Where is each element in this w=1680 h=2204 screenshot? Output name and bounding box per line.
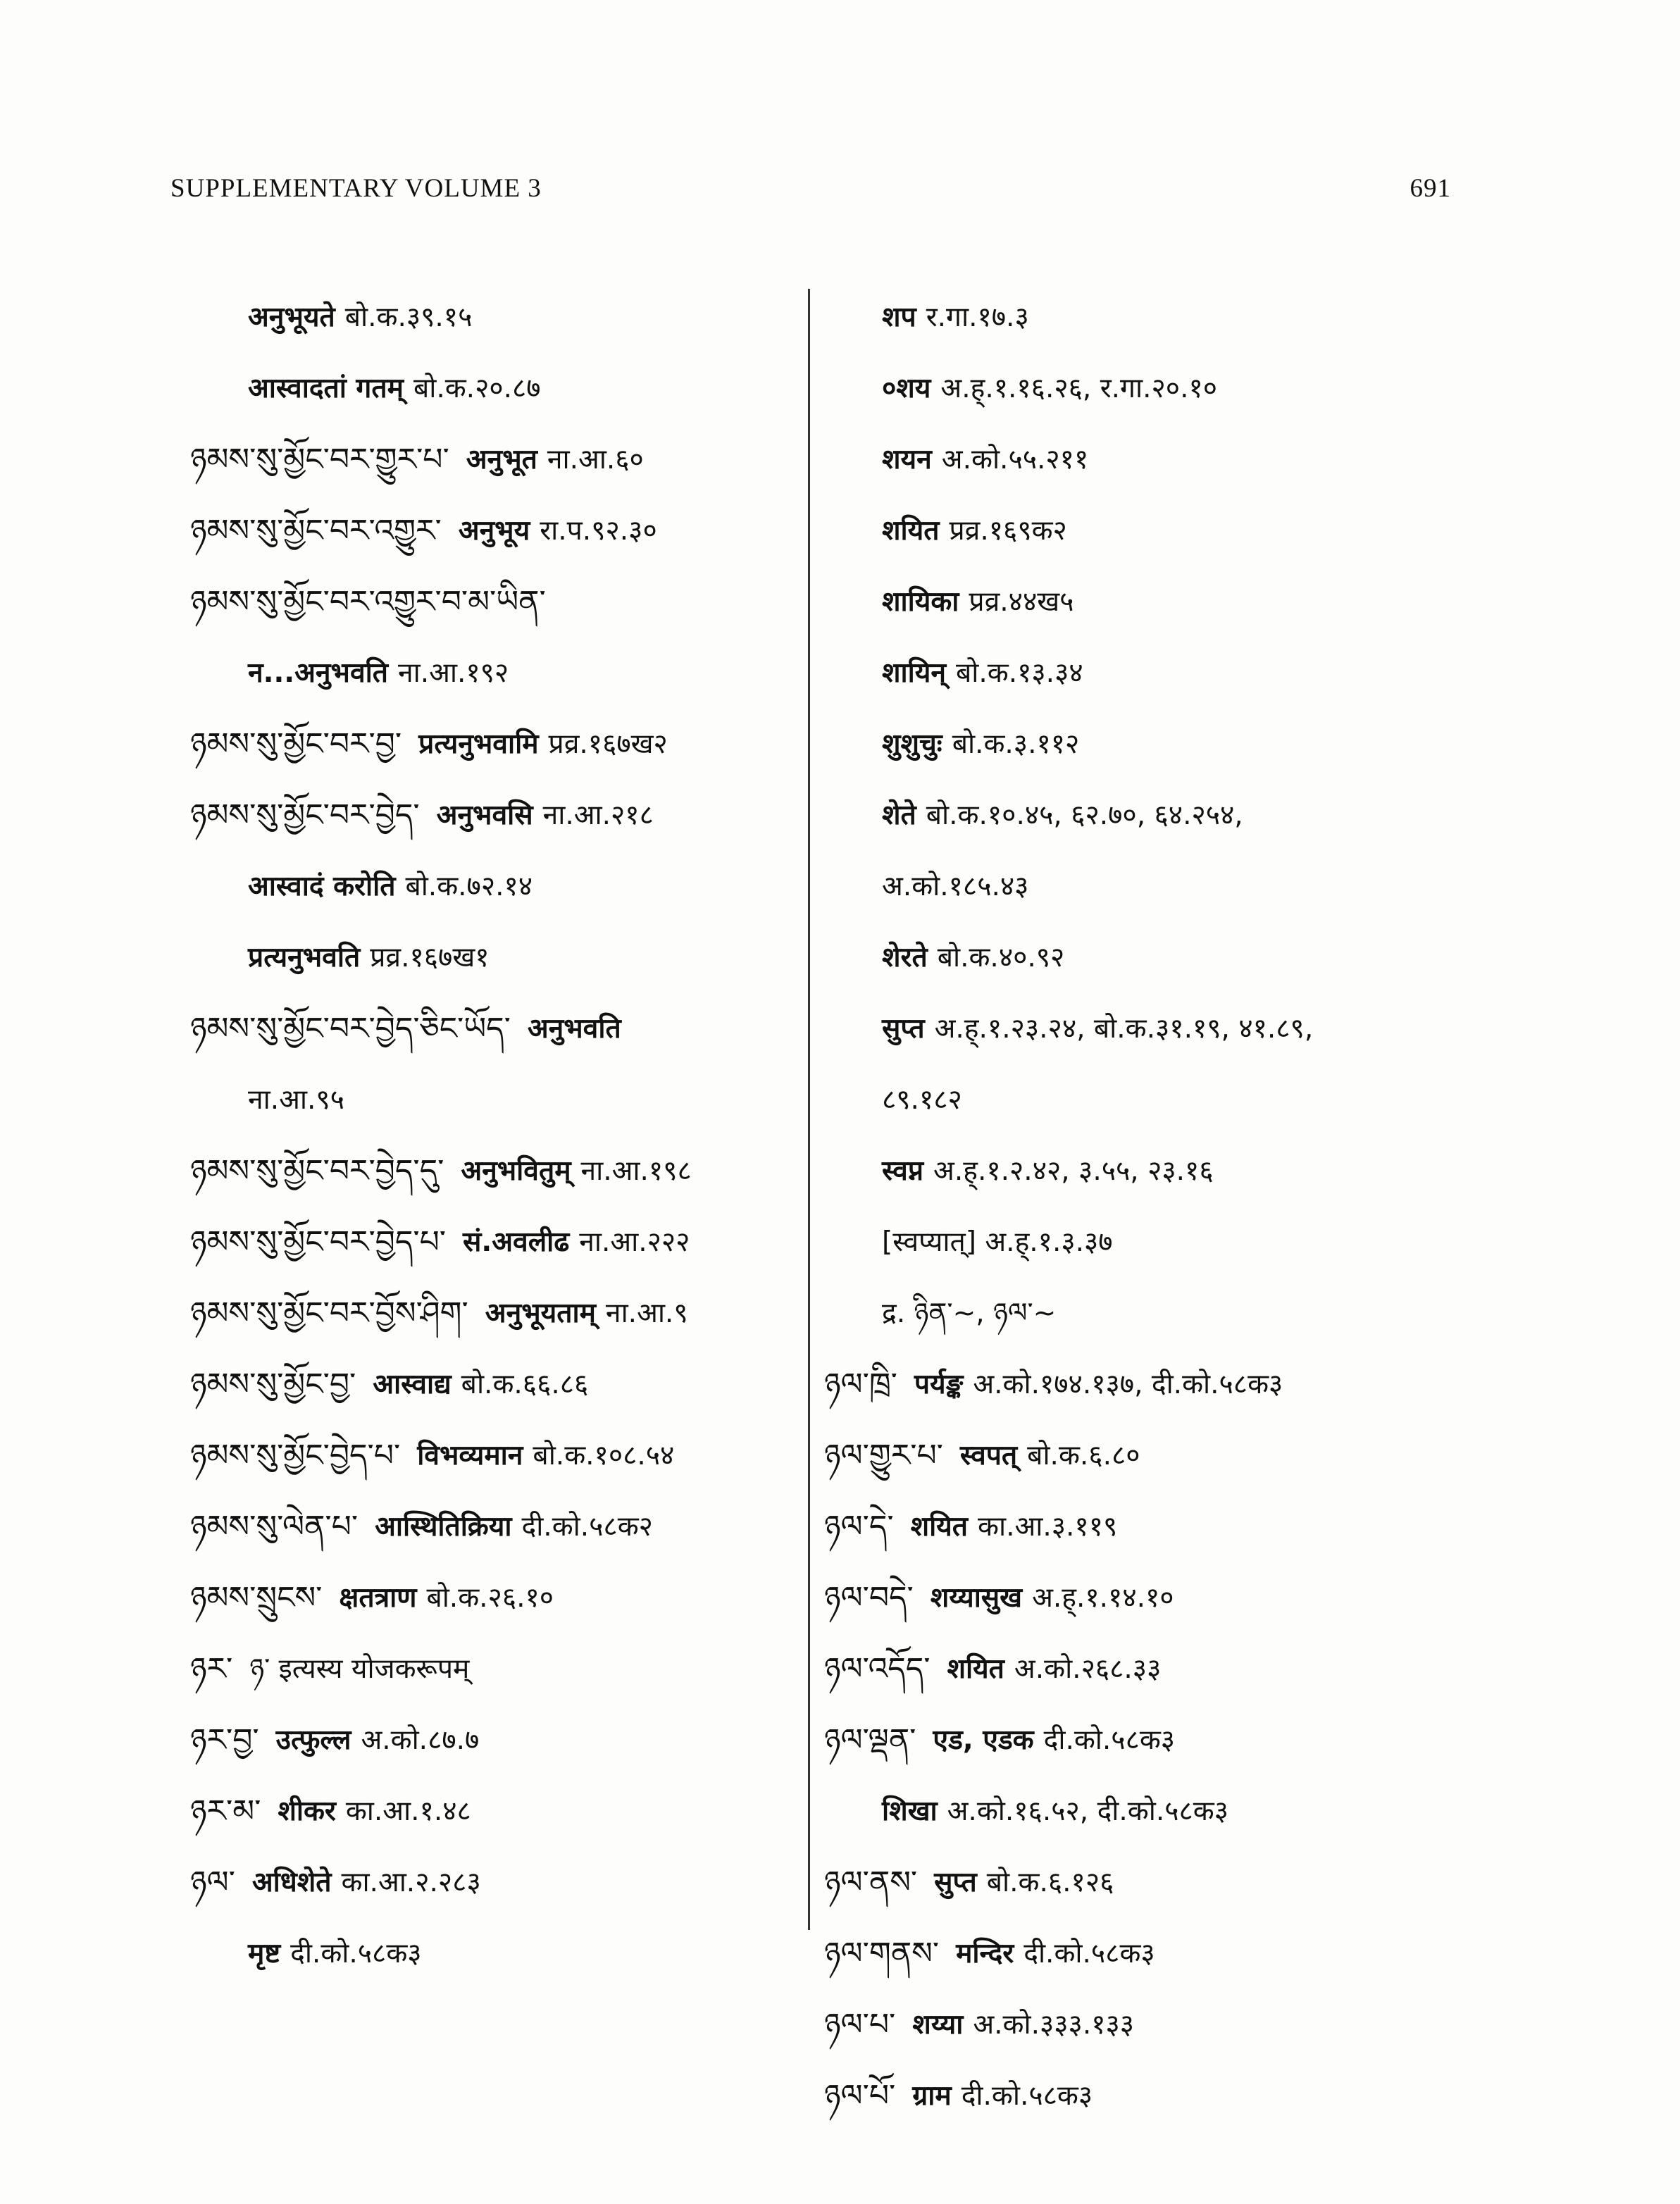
sanskrit-equivalent: शयन [882, 444, 932, 475]
sanskrit-equivalent: पर्यङ्क [914, 1369, 964, 1400]
dictionary-entry [190, 780, 796, 851]
sanskrit-equivalent: अनुभूय [458, 515, 530, 547]
sanskrit-equivalent: क्षतत्राण [339, 1582, 417, 1614]
sanskrit-equivalent: अनुभवितुम् [461, 1155, 571, 1187]
dictionary-entry [190, 1135, 796, 1207]
source-reference: अ.को.३३३.१३३ [973, 2009, 1135, 2041]
source-reference: ना.आ.९५ [248, 1084, 344, 1116]
sanskrit-equivalent: ०शय [882, 373, 931, 404]
source-reference: दी.को.५८क३ [961, 2080, 1093, 2112]
source-reference: दी.को.५८क३ [1023, 1938, 1155, 1969]
dictionary-entry [824, 1562, 1479, 1633]
sanskrit-equivalent: शयित [882, 515, 940, 547]
source-reference: द्र. ཉིན་~, ཉལ་~ [882, 1297, 1057, 1329]
dictionary-entry [824, 424, 1479, 495]
dictionary-entry [190, 495, 796, 566]
dictionary-entry [824, 1989, 1479, 2060]
dictionary-entry [190, 1776, 796, 1847]
dictionary-entry [190, 1207, 796, 1278]
source-reference: अ.को.१८५.४३ [882, 871, 1029, 902]
tibetan-headword: ཉལ་ལྡན་ [824, 1722, 916, 1758]
sanskrit-equivalent: अनुभूयताम् [485, 1297, 596, 1329]
tibetan-headword: ཉར་མ་ [190, 1793, 261, 1829]
dictionary-entry [824, 1420, 1479, 1491]
dictionary-entry [824, 1491, 1479, 1562]
dictionary-entry [824, 709, 1479, 780]
source-reference: का.आ.१.४८ [345, 1795, 471, 1827]
tibetan-headword: ཉར་བྱ་ [190, 1722, 259, 1758]
dictionary-entry [824, 1633, 1479, 1705]
sanskrit-equivalent: सं.अवलीढ [463, 1226, 570, 1258]
source-reference: अ.को.१७४.१३७, दी.को.५८क३ [973, 1369, 1283, 1400]
dictionary-entry [824, 1349, 1479, 1420]
sanskrit-equivalent: मृष्ट [248, 1938, 281, 1969]
dictionary-entry [190, 424, 796, 495]
dictionary-entry [824, 922, 1479, 993]
dictionary-entry [824, 1064, 1479, 1135]
dictionary-entry [190, 566, 796, 637]
source-reference: प्रव्र.१६७ख१ [370, 942, 490, 973]
tibetan-headword: ཉལ་དེ་ [824, 1508, 894, 1545]
source-reference: बो.क.६.१२६ [986, 1867, 1114, 1898]
source-reference: बो.क.७२.१४ [405, 871, 533, 902]
sanskrit-equivalent: शिखा [882, 1795, 938, 1827]
dictionary-entry [824, 353, 1479, 424]
sanskrit-equivalent: शय्यासुख [930, 1582, 1023, 1614]
dictionary-entry [824, 993, 1479, 1064]
source-reference: का.आ.३.११९ [978, 1511, 1118, 1543]
dictionary-entry [190, 1847, 796, 1918]
source-reference: बो.क.३९.१५ [344, 301, 473, 333]
sanskrit-equivalent: एड, एडक [933, 1724, 1034, 1756]
right-column [824, 282, 1479, 2131]
tibetan-headword: ཉམས་སུ་མྱོང་བར་འགྱུར་བ་མ་ཡིན་ [190, 583, 546, 620]
sanskrit-equivalent: आस्वादं करोति [248, 871, 396, 902]
dictionary-entry [190, 1491, 796, 1562]
source-reference: ८९.१८२ [882, 1084, 962, 1116]
sanskrit-equivalent: सुप्त [882, 1013, 925, 1045]
sanskrit-equivalent: शेते [882, 799, 916, 831]
tibetan-headword: ཉམས་སུ་མྱོང་བར་བྱེད་ཅིང་ཡོད་ [190, 1010, 511, 1047]
dictionary-entry [190, 1064, 796, 1135]
dictionary-entry [824, 566, 1479, 637]
dictionary-entry [190, 1420, 796, 1491]
dictionary-entry [190, 637, 796, 709]
sanskrit-equivalent: न...अनुभवति [248, 657, 388, 689]
source-reference: ना.आ.१९८ [580, 1155, 692, 1187]
sanskrit-equivalent: ग्राम [912, 2080, 952, 2112]
sanskrit-equivalent: अनुभवति [527, 1013, 621, 1045]
tibetan-headword: ཉལ་པ་ [824, 2006, 896, 2043]
dictionary-entry [190, 1918, 796, 1989]
dictionary-entry [824, 1135, 1479, 1207]
source-reference: दी.को.५८क३ [290, 1938, 422, 1969]
source-reference: अ.ह्.१.२.४२, ३.५५, २३.१६ [933, 1155, 1214, 1187]
dictionary-entry [824, 2060, 1479, 2131]
sanskrit-equivalent: शायिन् [882, 657, 946, 689]
source-reference: दी.को.५८क३ [1043, 1724, 1176, 1756]
tibetan-headword: ཉམས་སུ་མྱོང་བར་བྱེད་པ་ [190, 1224, 447, 1260]
tibetan-headword: ཉལ་ནས་ [824, 1864, 918, 1900]
page-header [170, 173, 1451, 204]
sanskrit-equivalent: उत्फुल्ल [275, 1724, 351, 1756]
dictionary-entry [190, 993, 796, 1064]
source-reference: ना.आ.६० [547, 444, 644, 475]
dictionary-entry [824, 1918, 1479, 1989]
source-reference: र.गा.१७.३ [926, 301, 1029, 333]
sanskrit-equivalent: प्रत्यनुभवति [248, 942, 361, 973]
dictionary-entry [190, 282, 796, 353]
source-reference: प्रव्र.१६९क२ [949, 515, 1067, 547]
sanskrit-equivalent: शय्या [912, 2009, 964, 2041]
tibetan-headword: ཉལ་ [190, 1864, 235, 1900]
tibetan-headword: ཉམས་སུ་མྱོང་བར་འགྱུར་ [190, 512, 442, 549]
sanskrit-equivalent: अनुभूयते [248, 301, 335, 333]
tibetan-headword: ཉལ་ཁྲི་ [824, 1366, 897, 1402]
sanskrit-equivalent: आस्थितिक्रिया [375, 1511, 512, 1543]
source-reference: ना.आ.२२२ [579, 1226, 690, 1258]
source-reference: बो.क.२६.१० [426, 1582, 554, 1614]
sanskrit-equivalent: आस्वाद्य [373, 1369, 452, 1400]
sanskrit-equivalent: शायिका [882, 586, 959, 618]
sanskrit-equivalent: प्रत्यनुभवामि [418, 728, 539, 760]
dictionary-entry [190, 1278, 796, 1349]
source-reference: ना.आ.२१८ [542, 799, 654, 831]
source-reference: अ.को.१६.५२, दी.को.५८क३ [947, 1795, 1229, 1827]
dictionary-entry [824, 637, 1479, 709]
source-reference: प्रव्र.४४ख५ [969, 586, 1074, 618]
source-reference: अ.को.२६८.३३ [1014, 1653, 1162, 1685]
source-reference: ना.आ.९ [605, 1297, 688, 1329]
source-reference: अ.को.८७.७ [361, 1724, 480, 1756]
source-reference: अ.को.५५.२११ [941, 444, 1089, 475]
source-reference: बो.क.२०.८७ [413, 373, 541, 404]
running-title: SUPPLEMENTARY VOLUME 3 [170, 174, 542, 203]
sanskrit-equivalent: शेरते [882, 942, 928, 973]
tibetan-headword: ཉམས་སུ་ལེན་པ་ [190, 1508, 359, 1545]
dictionary-entry [190, 1705, 796, 1776]
sanskrit-equivalent: विभव्यमान [417, 1440, 523, 1471]
column-divider [808, 289, 810, 1930]
sanskrit-equivalent: स्वपत् [959, 1440, 1018, 1471]
sanskrit-equivalent: आस्वादतां गतम् [248, 373, 404, 404]
sanskrit-equivalent: अनुभूत [466, 444, 537, 475]
sanskrit-equivalent: अनुभवसि [436, 799, 533, 831]
tibetan-headword: ཉལ་བདེ་ [824, 1579, 914, 1616]
tibetan-headword: ཉམས་སུ་མྱོང་བྱེད་པ་ [190, 1437, 401, 1474]
tibetan-headword: ཉམས་སུ་མྱོང་བར་བྱེད་དུ་ [190, 1152, 444, 1189]
source-reference: बो.क.३.११२ [952, 728, 1080, 760]
tibetan-headword: ཉལ་འདོད་ [824, 1650, 931, 1687]
source-reference: प्रव्र.१६७ख२ [548, 728, 668, 760]
source-reference: रा.प.९२.३० [540, 515, 657, 547]
source-reference: अ.ह्.१.१६.२६, र.गा.२०.१० [940, 373, 1218, 404]
dictionary-entry [824, 495, 1479, 566]
sanskrit-equivalent: सुप्त [934, 1867, 977, 1898]
dictionary-entry [190, 1633, 796, 1705]
sanskrit-equivalent: शयित [947, 1653, 1004, 1685]
source-reference: बो.क.१३.३४ [956, 657, 1083, 689]
source-reference: अ.ह्.१.१४.१० [1032, 1582, 1174, 1614]
dictionary-entry [190, 709, 796, 780]
tibetan-headword: ཉལ་པོ་ [824, 2077, 896, 2114]
sanskrit-equivalent: शीकर [278, 1795, 336, 1827]
source-reference: बो.क.४०.९२ [937, 942, 1065, 973]
dictionary-entry [190, 851, 796, 922]
tibetan-headword: ཉམས་སུ་མྱོང་བར་བྱེད་ [190, 797, 420, 833]
source-reference: दी.को.५८क२ [521, 1511, 653, 1543]
dictionary-entry [824, 851, 1479, 922]
dictionary-entry [190, 1349, 796, 1420]
source-reference: बो.क.१०८.५४ [533, 1440, 675, 1471]
sanskrit-equivalent: शयित [910, 1511, 969, 1543]
sanskrit-equivalent: शुशुचुः [882, 728, 942, 760]
source-reference: बो.क.६६.८६ [461, 1369, 589, 1400]
dictionary-entry [824, 1776, 1479, 1847]
source-reference: बो.क.१०.४५, ६२.७०, ६४.२५४, [926, 799, 1243, 831]
page-number: 691 [1410, 174, 1451, 203]
sanskrit-equivalent: मन्दिर [956, 1938, 1014, 1969]
sanskrit-equivalent: स्वप्न [882, 1155, 924, 1187]
dictionary-entry [824, 1278, 1479, 1349]
tibetan-headword: ཉམས་སུ་མྱོང་བར་གྱུར་པ་ [190, 441, 449, 478]
left-column [190, 282, 796, 1989]
tibetan-headword: ཉར་ [190, 1650, 233, 1687]
source-reference: अ.ह्.१.२३.२४, बो.क.३१.१९, ४१.८९, [934, 1013, 1314, 1045]
dictionary-entry [824, 1705, 1479, 1776]
sanskrit-equivalent: शप [882, 301, 916, 333]
dictionary-entry [824, 1207, 1479, 1278]
sanskrit-equivalent: अधिशेते [251, 1867, 332, 1898]
tibetan-headword: ཉལ་གནས་ [824, 1935, 940, 1972]
source-reference: ना.आ.१९२ [397, 657, 509, 689]
dictionary-entry [190, 353, 796, 424]
tibetan-headword: ཉམས་སུ་མྱོང་བྱ་ [190, 1366, 356, 1402]
dictionary-entry [824, 282, 1479, 353]
tibetan-headword: ཉམས་སུ་མྱོང་བར་བྱ་ [190, 726, 402, 762]
source-reference: ཉ་ इत्यस्य योजकरूपम् [249, 1653, 470, 1685]
tibetan-headword: ཉམས་སྲུངས་ [190, 1579, 323, 1616]
tibetan-headword: ཉམས་སུ་མྱོང་བར་བྱོས་ཤིག་ [190, 1295, 468, 1331]
tibetan-headword: ཉལ་གྱུར་པ་ [824, 1437, 943, 1474]
dictionary-entry [190, 922, 796, 993]
dictionary-entry [190, 1562, 796, 1633]
dictionary-entry [824, 1847, 1479, 1918]
source-reference: का.आ.२.२८३ [341, 1867, 481, 1898]
source-reference: [स्वप्यात्] अ.ह्.१.३.३७ [882, 1226, 1113, 1258]
dictionary-entry [824, 780, 1479, 851]
source-reference: बो.क.६.८० [1027, 1440, 1140, 1471]
